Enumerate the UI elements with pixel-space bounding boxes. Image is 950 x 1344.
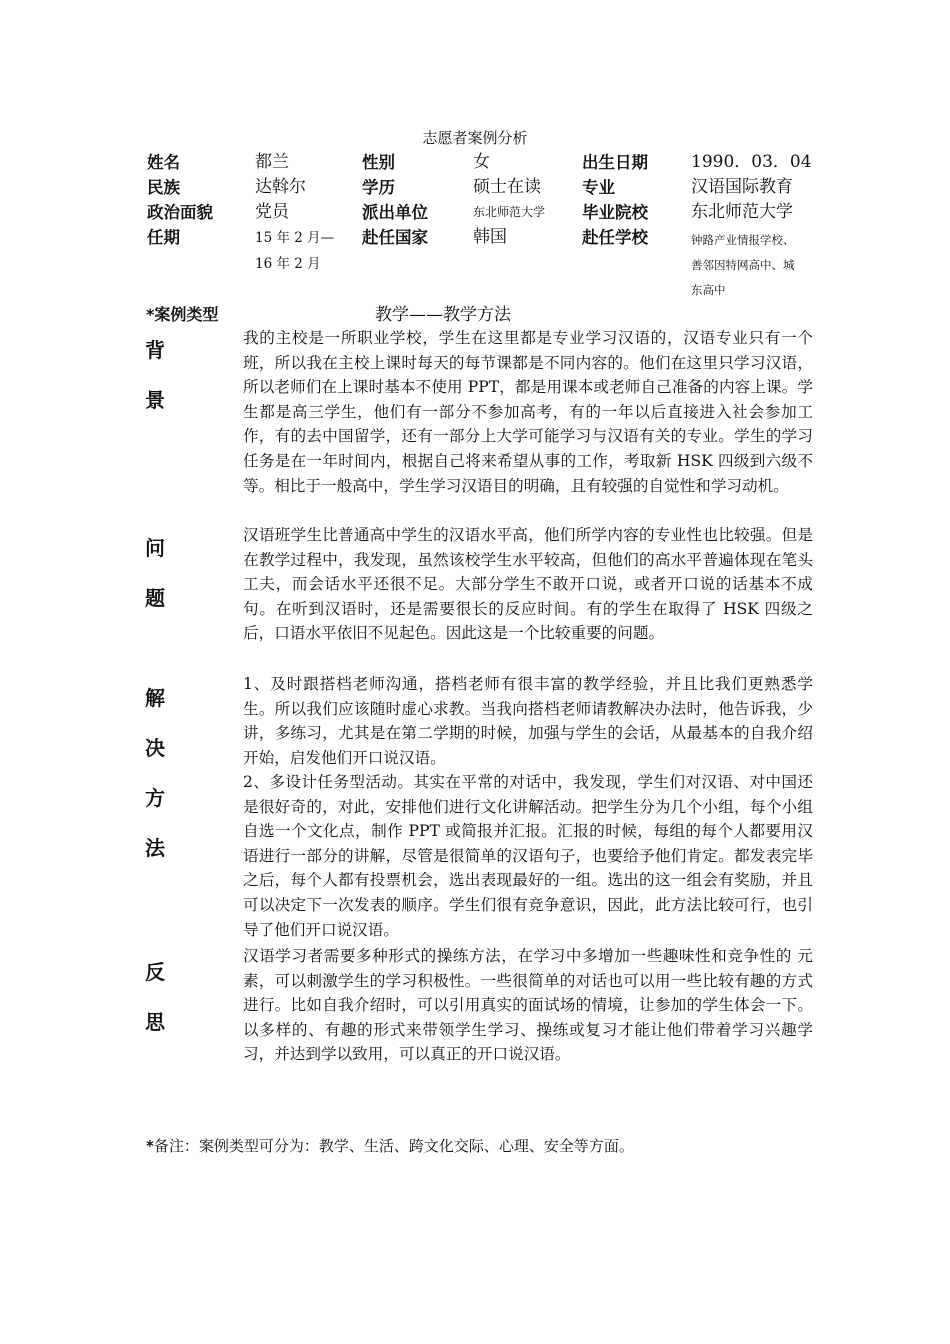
tenure-line: 16 年 2 月 bbox=[255, 256, 321, 272]
graduate-value: 东北师范大学 bbox=[691, 202, 793, 222]
tenure-value bbox=[255, 225, 355, 277]
background-text: 我的主校是一所职业学校，学生在这里都是专业学习汉语的，汉语专业只有一个班，所以我在主校上课时每天的每节课都是不同内容的。他们在这里只学习汉语，所以老师们在上课时基本不使用 PPT，都是用课本或老师自己准备的内容上课。学生都是高三学生，他们有一部分不参加高考，有的一年以后直接进入社会参加工作，有的去中国留学，还有一部分上大学可能学习与汉语有关的专业。学生的学习任务是在一年时间内，根据自己将来希望从事的工作，考取新 HSK 四级到六级不等。相比于一般高中，学生学习汉语目的明确，且有较强的自觉性和学习动机。 bbox=[243, 329, 813, 495]
case-type-label: *案例类型 bbox=[146, 305, 219, 324]
info-row bbox=[147, 150, 817, 175]
political-label: 政治面貌 bbox=[147, 203, 213, 222]
label-char: 题 bbox=[145, 586, 165, 610]
gender-value: 女 bbox=[473, 152, 490, 172]
label-char: 解 bbox=[145, 686, 165, 710]
solution-text-2: 2、多设计任务型活动。其实在平常的对话中，我发现，学生们对汉语、对中国还是很好奇的，对此，安排他们进行文化讲解活动。把学生分为几个小组，每个小组自选一个文化点，制作 PPT 或简报并汇报。汇报的时候，每组的每个人都要用汉语进行一部分的讲解，尽管是很简单的汉语句子，也要给予他们肯定。都发表完毕之后，每个人都有投票机会，选出表现最好的一组。选出的这一组会有奖励，并且可以决定下一次发表的顺序。学生们很有竞争意识，因此，此方法比较可行，也引导了他们开口说汉语。 bbox=[243, 773, 813, 939]
label-char: 思 bbox=[145, 1010, 165, 1034]
case-type-value: 教学——教学方法 bbox=[375, 305, 511, 325]
dispatch-label: 派出单位 bbox=[362, 203, 428, 222]
label-char: 决 bbox=[145, 736, 165, 760]
school-value bbox=[691, 228, 821, 303]
gender-label: 性别 bbox=[362, 153, 395, 172]
name-value: 都兰 bbox=[255, 152, 289, 172]
reflection-label bbox=[140, 947, 170, 1047]
country-value: 韩国 bbox=[473, 227, 507, 247]
label-char: 景 bbox=[145, 388, 165, 412]
school-label: 赴任学校 bbox=[582, 228, 648, 247]
political-value: 党员 bbox=[255, 202, 289, 222]
solution-label bbox=[140, 673, 170, 873]
document-title: 志愿者案例分析 bbox=[422, 129, 528, 147]
ethnicity-label: 民族 bbox=[147, 178, 180, 197]
footnote bbox=[146, 1135, 634, 1156]
info-row bbox=[147, 175, 817, 200]
birth-value: 1990．03．04 bbox=[691, 152, 812, 172]
country-label: 赴任国家 bbox=[362, 228, 428, 247]
label-char: 背 bbox=[145, 338, 165, 362]
tenure-label: 任期 bbox=[147, 228, 180, 247]
background-label bbox=[140, 325, 170, 425]
education-value: 硕士在读 bbox=[473, 177, 541, 197]
birth-label: 出生日期 bbox=[582, 153, 648, 172]
problem-label bbox=[140, 523, 170, 623]
education-label: 学历 bbox=[362, 178, 395, 197]
label-char: 方 bbox=[145, 786, 165, 810]
info-row bbox=[147, 200, 817, 225]
dispatch-value: 东北师范大学 bbox=[473, 205, 546, 219]
school-line: 东高中 bbox=[691, 283, 726, 297]
graduate-label: 毕业院校 bbox=[582, 203, 648, 222]
tenure-line: 15 年 2 月— bbox=[255, 230, 335, 246]
major-value: 汉语国际教育 bbox=[691, 177, 793, 197]
problem-text: 汉语班学生比普通高中学生的汉语水平高，他们所学内容的专业性也比较强。但是在教学过程中，我发现，虽然该校学生水平较高，但他们的高水平普遍体现在笔头工夫，而会话水平还很不足。大部分学生不敢开口说，或者开口说的话基本不成句。在听到汉语时，还是需要很长的反应时间。有的学生在取得了 HSK 四级之后，口语水平依旧不见起色。因此这是一个比较重要的问题。 bbox=[243, 526, 813, 643]
label-char: 问 bbox=[145, 536, 165, 560]
footnote-star: * bbox=[146, 1137, 154, 1155]
label-char: 法 bbox=[145, 836, 165, 860]
ethnicity-value: 达斡尔 bbox=[255, 177, 306, 197]
major-label: 专业 bbox=[582, 178, 615, 197]
solution-text-1: 1、及时跟搭档老师沟通，搭档老师有很丰富的教学经验，并且比我们更熟悉学生。所以我们应该随时虚心求教。当我向搭档老师请教解决办法时，他告诉我，少讲，多练习，尤其是在第二学期的时候，加强与学生的会话，从最基本的自我介绍开始，启发他们开口说汉语。 bbox=[243, 675, 813, 767]
label-char: 反 bbox=[145, 960, 165, 984]
name-label: 姓名 bbox=[147, 153, 180, 172]
school-line: 钟路产业情报学校、 bbox=[691, 233, 795, 247]
school-line: 善邻因特网高中、城 bbox=[691, 258, 795, 272]
reflection-text: 汉语学习者需要多种形式的操练方法，在学习中多增加一些趣味性和竞争性的 元素，可以刺激学生的学习积极性。一些很简单的对话也可以用一些比较有趣的方式进行。比如自我介绍时，可以引用真实的面试场的情境，让参加的学生体会一下。以多样的、有趣的形式来带领学生学习、操练或复习才能让他们带着学习兴趣学习，并达到学以致用，可以真正的开口说汉语。 bbox=[243, 947, 813, 1064]
footnote-text: 备注：案例类型可分为：教学、生活、跨文化交际、心理、安全等方面。 bbox=[153, 1137, 634, 1155]
